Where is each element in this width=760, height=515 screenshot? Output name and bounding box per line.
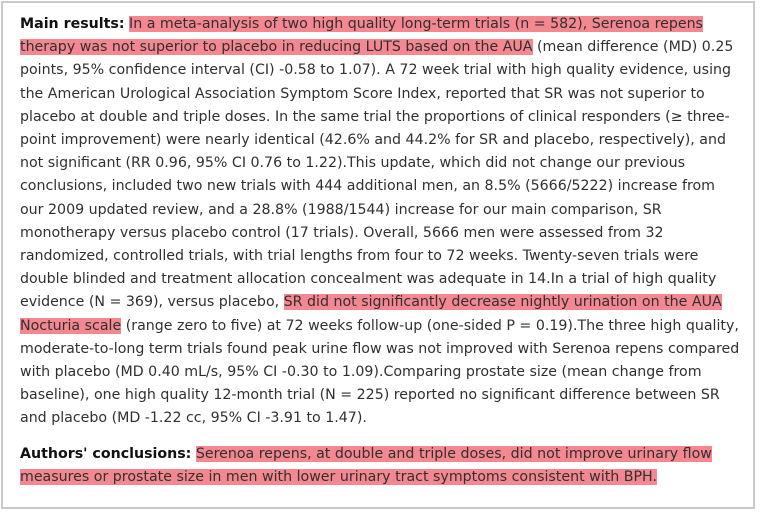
highlighted-text[interactable]: SR did not significantly decrease nightly urination on the AUA Nocturia scale	[20, 294, 722, 334]
authors-conclusions-paragraph	[20, 443, 741, 489]
body-text: (range zero to five) at 72 weeks follow-up (one-sided P = 0.19).The three high quality, moderate-to-long term trials found peak urine flow was not improved with Serenoa repens compared with placebo (MD 0.40 mL/s, 95% CI -0.30 to 1.09).Comparing prostate size (mean change from baseline), one high quality 12-month trial (N = 225) reported no significant difference between SR and placebo (MD -1.22 cc, 95% CI -3.91 to 1.47).	[20, 317, 740, 427]
abstract-panel	[1, 1, 755, 509]
authors-conclusions-label: Authors' conclusions:	[20, 445, 192, 462]
main-results-label: Main results:	[20, 16, 125, 32]
body-text: (mean difference (MD) 0.25 points, 95% confidence interval (CI) -0.58 to 1.07). A 72 week trial with high quality evidence, using the American Urological Association Symptom Score Index, reported that SR was not superior to placebo at double and triple doses. In the same trial the proportions of clinical responders (≥ three-point improvement) were nearly identical (42.6% and 44.2% for SR and placebo, respectively), and not significant (RR 0.96, 95% CI 0.76 to 1.22).This update, which did not change our previous conclusions, included two new trials with 444 additional men, an 8.5% (5666/5222) increase from our 2009 updated review, and a 28.8% (1988/1544) increase for our main comparison, SR monotherapy versus placebo control (17 trials). Overall, 5666 men were assessed from 32 randomized, controlled trials, with trial lengths from four to 72 weeks. Twenty-seven trials were double blinded and treatment allocation concealment was adequate in 14.In a trial of high quality evidence (N = 369), versus placebo,	[20, 39, 734, 311]
highlighted-text[interactable]: In a meta-analysis of two high quality long-term trials (n = 582), Serenoa repens therapy was not superior to placebo in reducing LUTS based on the AUA	[20, 16, 703, 56]
highlighted-text[interactable]: Serenoa repens, at double and triple doses, did not improve urinary flow measures or prostate size in men with lower urinary tract symptoms consistent with BPH.	[20, 445, 712, 485]
main-results-paragraph	[20, 13, 741, 431]
